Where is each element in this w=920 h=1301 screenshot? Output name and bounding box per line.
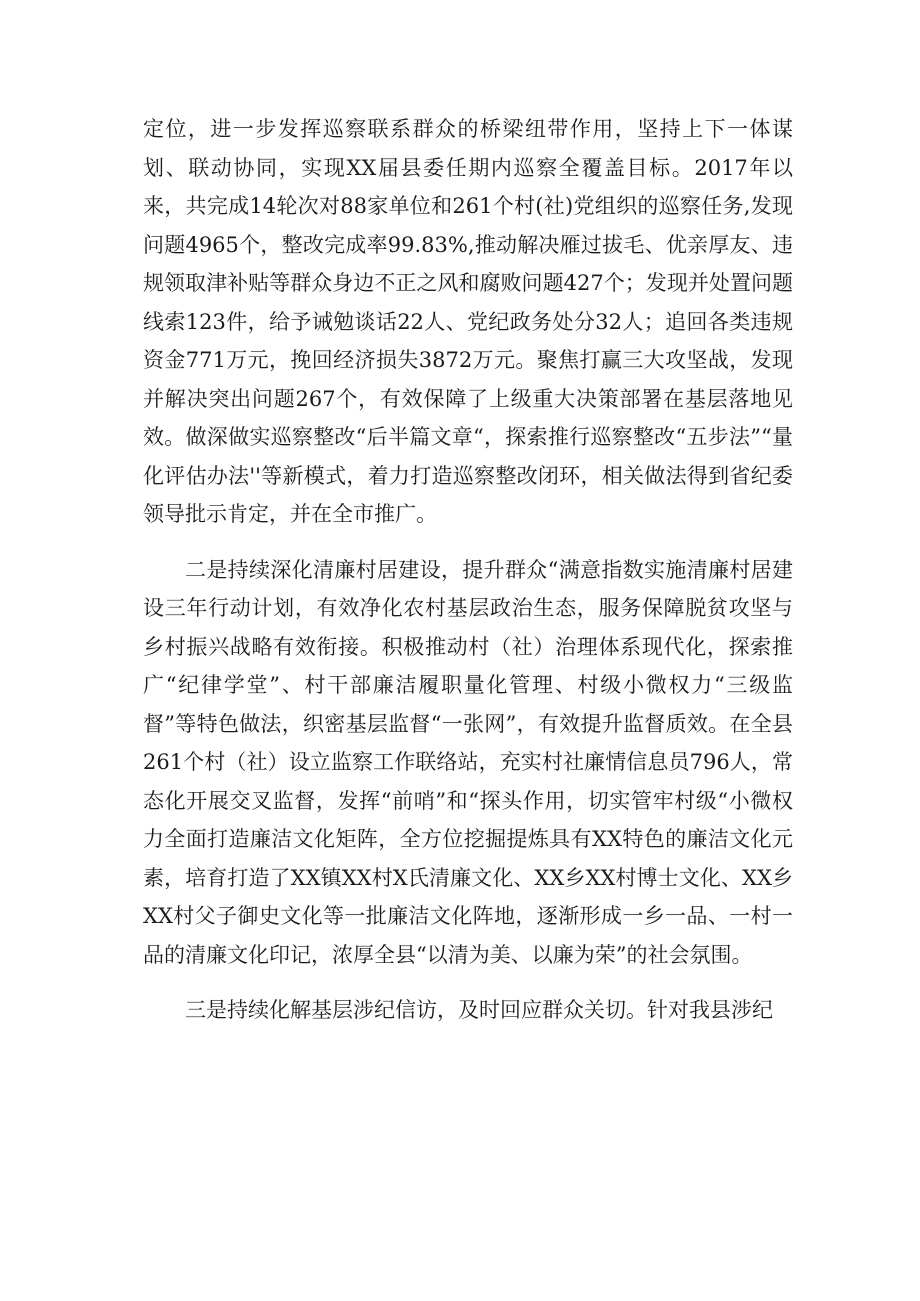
paragraph-spacer xyxy=(143,534,793,551)
document-page xyxy=(143,110,793,1030)
paragraph-inspection: 定位，进一步发挥巡察联系群众的桥梁纽带作用，坚持上下一体谋划、联动协同，实现XX届县委任期内巡察全覆盖目标。2017年以来，共完成14轮次对88家单位和261个村(社)党组织的巡察任务,发现问题4965个，整改完成率99.83%,推动解决雁过拔毛、优亲厚友、违规领取津补贴等群众身边不正之风和腐败问题427个；发现并处置问题线索123件，给予诫勉谈话22人、党纪政务处分32人；追回各类违规资金771万元，挽回经济损失3872万元。聚焦打赢三大攻坚战，发现并解决突出问题267个，有效保障了上级重大决策部署在基层落地见效。做深做实巡察整改“后半篇文章“，探索推行巡察整改“五步法”“量化评估办法''等新模式，着力打造巡察整改闭环，相关做法得到省纪委领导批示肯定，并在全市推广。 xyxy=(143,117,793,526)
paragraph-clean-village: 二是持续深化清廉村居建设，提升群众“满意指数实施清廉村居建设三年行动计划，有效净化农村基层政治生态，服务保障脱贫攻坚与乡村振兴战略有效衔接。积极推动村（社）治理体系现代化，探索推广“纪律学堂”、村干部廉洁履职量化管理、村级小微权力“三级监督”等特色做法，织密基层监督“一张网”，有效提升监督质效。在全县261个村（社）设立监察工作联络站，充实村社廉情信息员796人，常态化开展交叉监督，发挥“前哨”和“探头作用，切实管牢村级“小微权力全面打造廉洁文化矩阵，全方位挖掘提炼具有XX特色的廉洁文化元素，培育打造了XX镇XX村X氏清廉文化、XX乡XX村博士文化、XX乡XX村父子御史文化等一批廉洁文化阵地，逐渐形成一乡一品、一村一品的清廉文化印记，浓厚全县“以清为美、以廉为荣”的社会氛围。 xyxy=(143,557,793,967)
paragraph-spacer xyxy=(143,974,793,991)
paragraph-petitions: 三是持续化解基层涉纪信访，及时回应群众关切。针对我县涉纪 xyxy=(185,998,773,1022)
